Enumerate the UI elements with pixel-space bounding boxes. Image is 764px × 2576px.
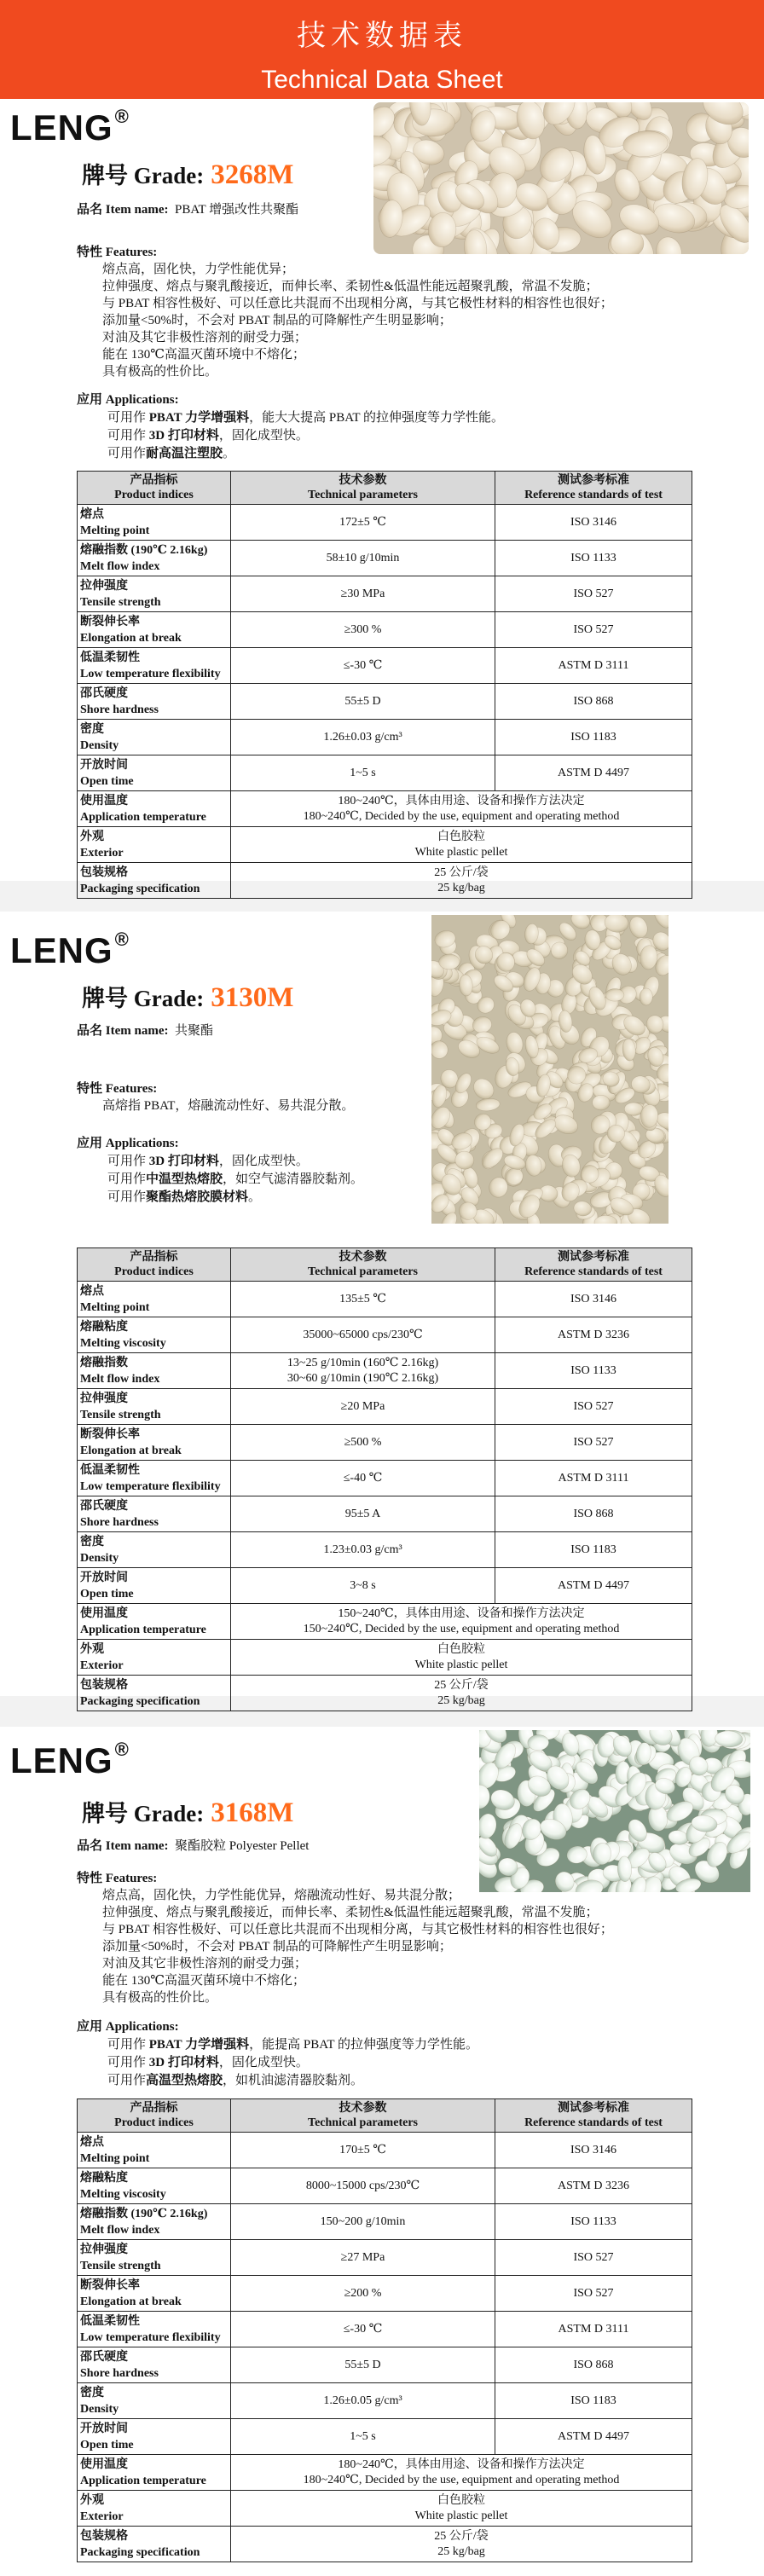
value-cell: 8000~15000 cps/230℃ xyxy=(231,2168,495,2204)
features-list xyxy=(77,261,691,380)
property-cell: 拉伸强度 Tensile strength xyxy=(78,1389,231,1425)
feature-line: 添加量<50%时，不会对 PBAT 制品的可降解性产生明显影响； xyxy=(102,314,452,327)
property-cell: 熔融粘度 Melting viscosity xyxy=(78,2168,231,2204)
property-cell: 包装规格 Packaging specification xyxy=(78,2527,231,2562)
standard-cell: ASTM D 3236 xyxy=(495,2168,692,2204)
application-line: 可用作 PBAT 力学增强料，能提高 PBAT 的拉伸强度等力学性能。 xyxy=(107,2038,479,2052)
merged-value-cell: 150~240℃，具体由用途、设备和操作方法决定 150~240℃, Decided by the use, equipment and operating method xyxy=(231,1604,692,1640)
property-cell: 熔点 Melting point xyxy=(78,2133,231,2168)
property-cell: 使用温度 Application temperature xyxy=(78,791,231,827)
column-header: 测试参考标准 Reference standards of test xyxy=(495,472,692,505)
table-row xyxy=(78,1425,692,1461)
item-name: 品名 Item name: 聚酯胶粒 Polyester Pellet xyxy=(77,1839,310,1853)
feature-line: 高熔指 PBAT，熔融流动性好、易共混分散。 xyxy=(102,1099,355,1113)
application-line: 可用作 PBAT 力学增强料，能大大提高 PBAT 的拉伸强度等力学性能。 xyxy=(107,411,505,425)
property-cell: 使用温度 Application temperature xyxy=(78,1604,231,1640)
value-cell: 35000~65000 cps/230℃ xyxy=(231,1317,495,1353)
table-row xyxy=(78,1282,692,1317)
table-row xyxy=(78,1496,692,1532)
property-cell: 外观 Exterior xyxy=(78,827,231,863)
table-row xyxy=(78,2383,692,2419)
feature-line: 能在 130℃高温灭菌环境中不熔化； xyxy=(102,348,306,362)
grade-title: 牌号 Grade: 3168M xyxy=(82,1797,294,1828)
standard-cell: ASTM D 4497 xyxy=(495,755,692,791)
table-row xyxy=(78,1461,692,1496)
table-row xyxy=(78,612,692,648)
table-row xyxy=(78,2133,692,2168)
value-cell: ≥200 % xyxy=(231,2276,495,2312)
table-header-row xyxy=(78,1248,692,1282)
table-row xyxy=(78,505,692,541)
column-header: 产品指标 Product indices xyxy=(78,472,231,505)
features-block: 特性 Features: 熔点高，固化快，力学性能优异，熔融流动性好、易共混分散； 拉伸强度、熔点与聚乳酸接近，而伸长率、柔韧性&低温性能远超聚乳酸，常温不发脆； 与 PBAT 相容性极好、可以任意比共混而不出现相分离，与其它极性材料的相容性也很好； 添加量<50%时，不会对 PBAT 制品的可降解性产生明显影响； 对油及其它非极性溶剂的耐受力强； 能在 130℃高温灭菌环境中不熔化； 具有极高的性价比。 xyxy=(77,1870,691,2006)
table-row xyxy=(78,1317,692,1353)
page-title-cn: 技术数据表 xyxy=(297,19,467,53)
value-cell: 55±5 D xyxy=(231,2347,495,2383)
value-cell: 95±5 A xyxy=(231,1496,495,1532)
table-row xyxy=(78,648,692,684)
feature-line: 具有极高的性价比。 xyxy=(102,365,218,379)
features-block: 特性 Features: 熔点高，固化快，力学性能优异； 拉伸强度、熔点与聚乳酸接近，而伸长率、柔韧性&低温性能远超聚乳酸，常温不发脆； 与 PBAT 相容性极好、可以任意比共混而不出现相分离，与其它极性材料的相容性也很好； 添加量<50%时，不会对 PBAT 制品的可降解性产生明显影响； 对油及其它非极性溶剂的耐受力强； 能在 130℃高温灭菌环境中不熔化； 具有极高的性价比。 xyxy=(77,244,691,380)
property-cell: 低温柔韧性 Low temperature flexibility xyxy=(78,648,231,684)
value-cell: 58±10 g/10min xyxy=(231,541,495,576)
standard-cell: ISO 527 xyxy=(495,2276,692,2312)
pellets-image-icon xyxy=(431,915,668,1224)
standard-cell: ASTM D 4497 xyxy=(495,2419,692,2455)
value-cell: ≥30 MPa xyxy=(231,576,495,612)
column-header: 产品指标 Product indices xyxy=(78,1248,231,1282)
header-banner xyxy=(0,0,764,99)
feature-line: 熔点高，固化快，力学性能优异； xyxy=(102,263,295,276)
property-cell: 断裂伸长率 Elongation at break xyxy=(78,1425,231,1461)
product-photo xyxy=(373,102,749,254)
standard-cell: ISO 527 xyxy=(495,612,692,648)
application-line: 可用作聚酯热熔胶膜材料。 xyxy=(107,1190,262,1204)
item-name: 品名 Item name: 共聚酯 xyxy=(77,1024,213,1038)
grade-title: 牌号 Grade: 3130M xyxy=(82,982,294,1013)
property-cell: 熔点 Melting point xyxy=(78,1282,231,1317)
standard-cell: ISO 3146 xyxy=(495,2133,692,2168)
property-cell: 密度 Density xyxy=(78,720,231,755)
standard-cell: ISO 1183 xyxy=(495,720,692,755)
table-row xyxy=(78,755,692,791)
standard-cell: ASTM D 3111 xyxy=(495,1461,692,1496)
feature-line: 具有极高的性价比。 xyxy=(102,1991,218,2005)
application-line: 可用作耐高温注塑胶。 xyxy=(107,447,236,460)
property-cell: 包装规格 Packaging specification xyxy=(78,863,231,899)
merged-value-cell: 白色胶粒 White plastic pellet xyxy=(231,2491,692,2527)
property-cell: 开放时间 Open time xyxy=(78,1568,231,1604)
product-photo xyxy=(431,915,668,1224)
standard-cell: ISO 1133 xyxy=(495,541,692,576)
table-row xyxy=(78,1389,692,1425)
standard-cell: ASTM D 4497 xyxy=(495,1568,692,1604)
feature-line: 对油及其它非极性溶剂的耐受力强； xyxy=(102,1957,308,1971)
feature-line: 与 PBAT 相容性极好、可以任意比共混而不出现相分离，与其它极性材料的相容性也很好； xyxy=(102,297,613,310)
standard-cell: ISO 868 xyxy=(495,684,692,720)
column-header: 测试参考标准 Reference standards of test xyxy=(495,1248,692,1282)
property-cell: 密度 Density xyxy=(78,1532,231,1568)
value-cell: 172±5 ℃ xyxy=(231,505,495,541)
application-line: 可用作中温型热熔胶，如空气滤清器胶黏剂。 xyxy=(107,1172,364,1186)
column-header: 技术参数 Technical parameters xyxy=(231,472,495,505)
value-cell: ≤-30 ℃ xyxy=(231,648,495,684)
grade-code: 3168M xyxy=(211,1797,294,1828)
table-row xyxy=(78,684,692,720)
table-row xyxy=(78,2527,692,2562)
table-row xyxy=(78,1532,692,1568)
item-name: 品名 Item name: PBAT 增强改性共聚酯 xyxy=(77,203,299,217)
standard-cell: ISO 1183 xyxy=(495,2383,692,2419)
value-cell: ≤-40 ℃ xyxy=(231,1461,495,1496)
grade-code: 3268M xyxy=(211,159,294,190)
applications-block: 应用 Applications: 可用作 3D 打印材料，固化成型快。 可用作中温型热熔胶，如空气滤清器胶黏剂。 可用作聚酯热熔胶膜材料。 xyxy=(77,1135,363,1207)
product-section-3130m xyxy=(0,912,764,1708)
merged-value-cell: 白色胶粒 White plastic pellet xyxy=(231,827,692,863)
grade-title: 牌号 Grade: 3268M xyxy=(82,159,294,190)
column-header: 测试参考标准 Reference standards of test xyxy=(495,2099,692,2133)
table-row xyxy=(78,2276,692,2312)
property-cell: 外观 Exterior xyxy=(78,1640,231,1676)
standard-cell: ISO 1133 xyxy=(495,1353,692,1389)
property-cell: 使用温度 Application temperature xyxy=(78,2455,231,2491)
value-cell: ≥20 MPa xyxy=(231,1389,495,1425)
features-block: 特性 Features: 高熔指 PBAT，熔融流动性好、易共混分散。 xyxy=(77,1080,691,1114)
value-cell: 3~8 s xyxy=(231,1568,495,1604)
value-cell: 1.26±0.03 g/cm³ xyxy=(231,720,495,755)
brand-logo: LENG® xyxy=(10,929,130,970)
table-row xyxy=(78,720,692,755)
property-cell: 拉伸强度 Tensile strength xyxy=(78,576,231,612)
applications-block: 应用 Applications: 可用作 PBAT 力学增强料，能提高 PBAT 的拉伸强度等力学性能。 可用作 3D 打印材料，固化成型快。 可用作高温型热熔胶，如机油滤清器胶黏剂。 xyxy=(77,2018,478,2090)
property-cell: 邵氏硬度 Shore hardness xyxy=(78,1496,231,1532)
column-header: 技术参数 Technical parameters xyxy=(231,1248,495,1282)
table-header-row xyxy=(78,2099,692,2133)
standard-cell: ASTM D 3111 xyxy=(495,2312,692,2347)
applications-block: 应用 Applications: 可用作 PBAT 力学增强料，能大大提高 PBAT 的拉伸强度等力学性能。 可用作 3D 打印材料，固化成型快。 可用作耐高温注塑胶。 xyxy=(77,391,504,463)
value-cell: 1.26±0.05 g/cm³ xyxy=(231,2383,495,2419)
features-list xyxy=(77,1887,691,2006)
value-cell: ≥500 % xyxy=(231,1425,495,1461)
features-list xyxy=(77,1097,691,1114)
feature-line: 熔点高，固化快，力学性能优异，熔融流动性好、易共混分散； xyxy=(102,1889,461,1902)
table-row xyxy=(78,1676,692,1711)
table-row xyxy=(78,1604,692,1640)
table-row xyxy=(78,2347,692,2383)
property-cell: 低温柔韧性 Low temperature flexibility xyxy=(78,2312,231,2347)
product-section-3268m xyxy=(0,99,764,895)
standard-cell: ISO 868 xyxy=(495,2347,692,2383)
standard-cell: ISO 1133 xyxy=(495,2204,692,2240)
feature-line: 拉伸强度、熔点与聚乳酸接近，而伸长率、柔韧性&低温性能远超聚乳酸，常温不发脆； xyxy=(102,280,599,293)
property-cell: 包装规格 Packaging specification xyxy=(78,1676,231,1711)
property-cell: 密度 Density xyxy=(78,2383,231,2419)
table-row xyxy=(78,576,692,612)
table-row xyxy=(78,791,692,827)
standard-cell: ISO 527 xyxy=(495,2240,692,2276)
table-row xyxy=(78,863,692,899)
pellets-image-icon xyxy=(479,1730,750,1892)
table-row xyxy=(78,1640,692,1676)
table-row xyxy=(78,827,692,863)
value-cell: ≥300 % xyxy=(231,612,495,648)
property-cell: 低温柔韧性 Low temperature flexibility xyxy=(78,1461,231,1496)
column-header: 产品指标 Product indices xyxy=(78,2099,231,2133)
property-cell: 开放时间 Open time xyxy=(78,2419,231,2455)
value-cell: 150~200 g/10min xyxy=(231,2204,495,2240)
table-row xyxy=(78,2204,692,2240)
standard-cell: ASTM D 3111 xyxy=(495,648,692,684)
value-cell: 1.23±0.03 g/cm³ xyxy=(231,1532,495,1568)
standard-cell: ISO 527 xyxy=(495,576,692,612)
value-cell: 170±5 ℃ xyxy=(231,2133,495,2168)
property-cell: 熔融指数 Melt flow index xyxy=(78,1353,231,1389)
feature-line: 能在 130℃高温灭菌环境中不熔化； xyxy=(102,1974,306,1988)
merged-value-cell: 180~240℃，具体由用途、设备和操作方法决定 180~240℃, Decided by the use, equipment and operating method xyxy=(231,2455,692,2491)
value-cell: 55±5 D xyxy=(231,684,495,720)
table-header-row xyxy=(78,472,692,505)
brand-logo: LENG® xyxy=(10,106,130,148)
pellets-image-icon xyxy=(373,102,749,254)
value-cell: 135±5 ℃ xyxy=(231,1282,495,1317)
property-cell: 熔融指数 (190℃ 2.16kg) Melt flow index xyxy=(78,2204,231,2240)
value-cell: ≤-30 ℃ xyxy=(231,2312,495,2347)
value-cell: 1~5 s xyxy=(231,755,495,791)
standard-cell: ISO 1183 xyxy=(495,1532,692,1568)
application-line: 可用作 3D 打印材料，固化成型快。 xyxy=(107,2056,309,2069)
table-row xyxy=(78,2168,692,2204)
spec-table xyxy=(77,2098,692,2562)
product-photo xyxy=(479,1730,750,1892)
application-line: 可用作 3D 打印材料，固化成型快。 xyxy=(107,429,309,443)
property-cell: 熔点 Melting point xyxy=(78,505,231,541)
table-row xyxy=(78,2419,692,2455)
standard-cell: ISO 527 xyxy=(495,1425,692,1461)
property-cell: 断裂伸长率 Elongation at break xyxy=(78,2276,231,2312)
property-cell: 邵氏硬度 Shore hardness xyxy=(78,684,231,720)
application-line: 可用作高温型热熔胶，如机油滤清器胶黏剂。 xyxy=(107,2074,364,2087)
property-cell: 熔融指数 (190℃ 2.16kg) Melt flow index xyxy=(78,541,231,576)
table-row xyxy=(78,1353,692,1389)
table-row xyxy=(78,2455,692,2491)
standard-cell: ISO 868 xyxy=(495,1496,692,1532)
brand-logo: LENG® xyxy=(10,1739,130,1780)
column-header: 技术参数 Technical parameters xyxy=(231,2099,495,2133)
value-cell: 13~25 g/10min (160℃ 2.16kg) 30~60 g/10min (190℃ 2.16kg) xyxy=(231,1353,495,1389)
table-row xyxy=(78,1568,692,1604)
merged-value-cell: 25 公斤/袋 25 kg/bag xyxy=(231,1676,692,1711)
feature-line: 与 PBAT 相容性极好、可以任意比共混而不出现相分离，与其它极性材料的相容性也很好； xyxy=(102,1923,613,1936)
merged-value-cell: 25 公斤/袋 25 kg/bag xyxy=(231,2527,692,2562)
property-cell: 熔融粘度 Melting viscosity xyxy=(78,1317,231,1353)
property-cell: 断裂伸长率 Elongation at break xyxy=(78,612,231,648)
value-cell: ≥27 MPa xyxy=(231,2240,495,2276)
table-row xyxy=(78,2491,692,2527)
table-row xyxy=(78,2240,692,2276)
property-cell: 邵氏硬度 Shore hardness xyxy=(78,2347,231,2383)
property-cell: 开放时间 Open time xyxy=(78,755,231,791)
feature-line: 拉伸强度、熔点与聚乳酸接近，而伸长率、柔韧性&低温性能远超聚乳酸，常温不发脆； xyxy=(102,1906,599,1919)
property-cell: 拉伸强度 Tensile strength xyxy=(78,2240,231,2276)
merged-value-cell: 25 公斤/袋 25 kg/bag xyxy=(231,863,692,899)
application-line: 可用作 3D 打印材料，固化成型快。 xyxy=(107,1155,309,1168)
spec-table xyxy=(77,1247,692,1711)
merged-value-cell: 180~240℃，具体由用途、设备和操作方法决定 180~240℃, Decided by the use, equipment and operating method xyxy=(231,791,692,827)
spec-table xyxy=(77,471,692,899)
standard-cell: ISO 3146 xyxy=(495,505,692,541)
feature-line: 对油及其它非极性溶剂的耐受力强； xyxy=(102,331,308,344)
table-row xyxy=(78,541,692,576)
feature-line: 添加量<50%时，不会对 PBAT 制品的可降解性产生明显影响； xyxy=(102,1940,452,1954)
standard-cell: ASTM D 3236 xyxy=(495,1317,692,1353)
property-cell: 外观 Exterior xyxy=(78,2491,231,2527)
standard-cell: ISO 527 xyxy=(495,1389,692,1425)
value-cell: 1~5 s xyxy=(231,2419,495,2455)
standard-cell: ISO 3146 xyxy=(495,1282,692,1317)
merged-value-cell: 白色胶粒 White plastic pellet xyxy=(231,1640,692,1676)
product-section-3168m xyxy=(0,1727,764,2576)
grade-code: 3130M xyxy=(211,982,294,1013)
table-row xyxy=(78,2312,692,2347)
page-title-en: Technical Data Sheet xyxy=(261,66,503,94)
